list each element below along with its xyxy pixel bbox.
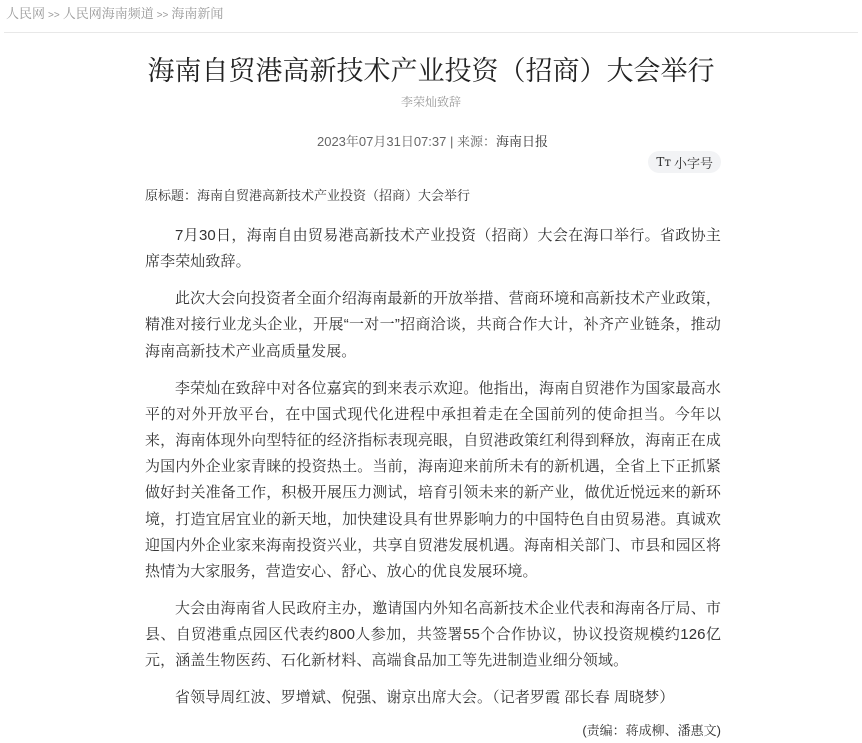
breadcrumb	[0, 0, 862, 27]
paragraph: 此次大会向投资者全面介绍海南最新的开放举措、营商环境和高新技术产业政策，精准对接行业龙头企业，开展“一对一”招商洽谈，共商合作大计，补齐产业链条，推动海南高新技术产业高质量发展。	[145, 290, 721, 360]
meta-separator: |	[446, 134, 457, 149]
text-size-icon: Tт	[656, 155, 671, 169]
article-meta	[145, 133, 720, 150]
breadcrumb-link-hainan-news[interactable]: 海南新闻	[171, 6, 224, 21]
publish-datetime: 2023年07月31日07:37	[316, 134, 447, 149]
paragraph: 省领导周红波、罗增斌、倪强、谢京出席大会。（记者罗霞 邵长春 周晓梦）	[175, 689, 675, 707]
source-label: 来源：	[456, 134, 496, 149]
breadcrumb-link-hainan-channel[interactable]: 人民网海南频道	[62, 6, 154, 21]
breadcrumb-separator: >>	[48, 10, 60, 21]
toolbar-row	[145, 151, 721, 173]
paragraph: 7月30日，海南自由贸易港高新技术产业投资（招商）大会在海口举行。省政协主席李荣灿致辞。	[145, 227, 721, 271]
breadcrumb-separator: >>	[156, 10, 169, 21]
paragraph: 李荣灿在致辞中对各位嘉宾的到来表示欢迎。他指出，海南自贸港作为国家最高水平的对外开放平台，在中国式现代化进程中承担着走在全国前列的使命担当。今年以来，海南体现外向型特征的经济指标表现亮眼，自贸港政策红利得到释放，海南正在成为国内外企业家青睐的投资热土。当前，海南迎来前所未有的新机遇，全省上下正抓紧做好封关准备工作，积极开展压力测试，培育引领未来的新产业，做优近悦远来的新环境，打造宜居宜业的新天地，加快建设具有世界影响力的中国特色自由贸易港。真诚欢迎国内外企业家来海南投资兴业，共享自贸港发展机遇。海南相关部门、市县和园区将热情为大家服务，营造安心、舒心、放心的优良发展环境。	[145, 379, 721, 581]
font-size-button[interactable]	[648, 151, 721, 173]
font-size-label: 小字号	[673, 155, 713, 171]
source-link[interactable]: 海南日报	[495, 134, 548, 149]
editor-credit: (责编：蒋成柳、潘惠文)	[582, 723, 721, 739]
article-body	[145, 223, 721, 712]
original-title: 原标题：海南自贸港高新技术产业投资（招商）大会举行	[145, 188, 471, 203]
divider	[4, 32, 858, 33]
article-subtitle: 李荣灿致辞	[400, 95, 461, 109]
breadcrumb-link-renminwang[interactable]: 人民网	[6, 6, 46, 21]
paragraph: 大会由海南省人民政府主办，邀请国内外知名高新技术企业代表和海南各厅局、市县、自贸港重点园区代表约800人参加，共签署55个合作协议，协议投资规模约126亿元，涵盖生物医药、石化新材料、高端食品加工等先进制造业细分领域。	[145, 600, 721, 670]
article-title: 海南自贸港高新技术产业投资（招商）大会举行	[147, 56, 715, 86]
